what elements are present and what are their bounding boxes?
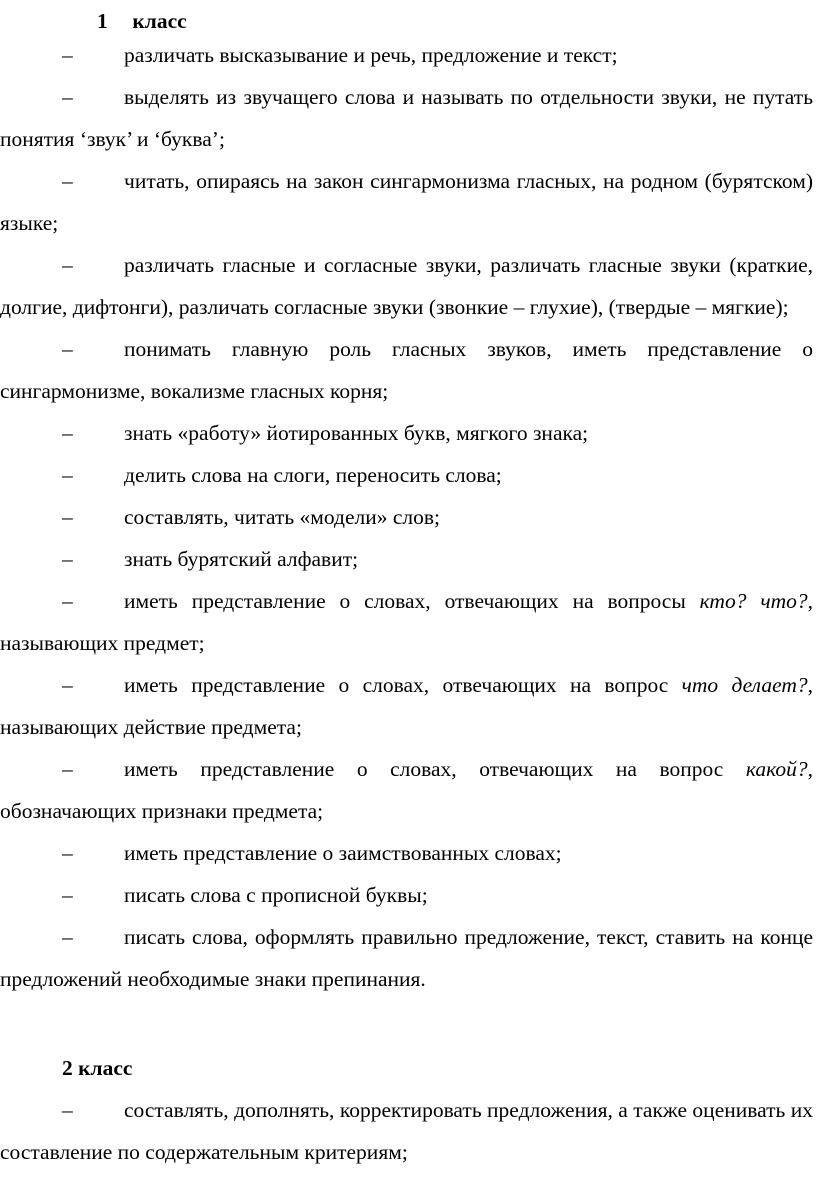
dash-marker: – [62, 589, 73, 613]
grade-1-word: класс [132, 9, 187, 33]
dash-marker: – [62, 883, 73, 907]
list-item [0, 1089, 813, 1173]
list-item [0, 76, 813, 160]
dash-marker: – [62, 169, 73, 193]
item-text-pre: иметь представление о словах, отвечающих на вопрос [124, 673, 682, 697]
list-item [0, 874, 813, 916]
item-text: знать «работу» йотированных букв, мягкого знака; [124, 421, 589, 445]
item-text-post: , называющих предмет; [0, 589, 813, 655]
grade-2-list [0, 1089, 813, 1173]
item-text: читать, опираясь на закон сингармонизма гласных, на родном (бурятском) языке; [0, 169, 813, 235]
item-text: делить слова на слоги, переносить слова; [124, 463, 502, 487]
dash-marker: – [62, 673, 73, 697]
item-text: знать бурятский алфавит; [124, 547, 359, 571]
dash-marker: – [62, 43, 73, 67]
item-text-post: , называющих действие предмета; [0, 673, 813, 739]
list-item [0, 538, 813, 580]
item-text-italic: кто? что? [699, 589, 808, 613]
list-item [0, 580, 813, 664]
list-item [0, 412, 813, 454]
item-text: выделять из звучащего слова и называть по отдельности звуки, не путать понятия ‘звук’ и ‘буква’; [0, 85, 813, 151]
list-item [0, 916, 813, 1000]
item-text: писать слова, оформлять правильно предложение, текст, ставить на конце предложений необходимые знаки препинания. [0, 925, 813, 991]
item-text-post: , обозначающих признаки предмета; [0, 757, 813, 823]
dash-marker: – [62, 1098, 73, 1122]
item-text: составлять, дополнять, корректировать предложения, а также оценивать их составление по содержательным критериям; [0, 1098, 813, 1164]
list-item [0, 496, 813, 538]
dash-marker: – [62, 85, 73, 109]
dash-marker: – [62, 463, 73, 487]
item-text-italic: что делает? [681, 673, 808, 697]
item-text: писать слова с прописной буквы; [124, 883, 428, 907]
grade-1-number: 1 [97, 9, 108, 33]
dash-marker: – [62, 925, 73, 949]
list-item [0, 34, 813, 76]
dash-marker: – [62, 505, 73, 529]
grade-1-list [0, 34, 813, 1000]
dash-marker: – [62, 337, 73, 361]
list-item [0, 832, 813, 874]
item-text: иметь представление о заимствованных словах; [124, 841, 562, 865]
list-item [0, 748, 813, 832]
list-item [0, 160, 813, 244]
dash-marker: – [62, 421, 73, 445]
item-text-pre: иметь представление о словах, отвечающих на вопрос [124, 757, 746, 781]
list-item [0, 454, 813, 496]
item-text: различать гласные и согласные звуки, различать гласные звуки (краткие, долгие, дифтонги), различать согласные звуки (звонкие – глухие), (твердые – мягкие); [0, 253, 813, 319]
list-item [0, 664, 813, 748]
dash-marker: – [62, 253, 73, 277]
item-text-italic: какой? [745, 757, 808, 781]
item-text: составлять, читать «модели» слов; [124, 505, 441, 529]
item-text: понимать главную роль гласных звуков, иметь представление о сингармонизме, вокализме гласных корня; [0, 337, 813, 403]
dash-marker: – [62, 757, 73, 781]
list-item [0, 328, 813, 412]
list-item [0, 244, 813, 328]
item-text-pre: иметь представление о словах, отвечающих на вопросы [124, 589, 700, 613]
grade-2-heading: 2 класс [62, 1056, 133, 1080]
dash-marker: – [62, 547, 73, 571]
item-text: различать высказывание и речь, предложение и текст; [124, 43, 618, 67]
dash-marker: – [62, 841, 73, 865]
